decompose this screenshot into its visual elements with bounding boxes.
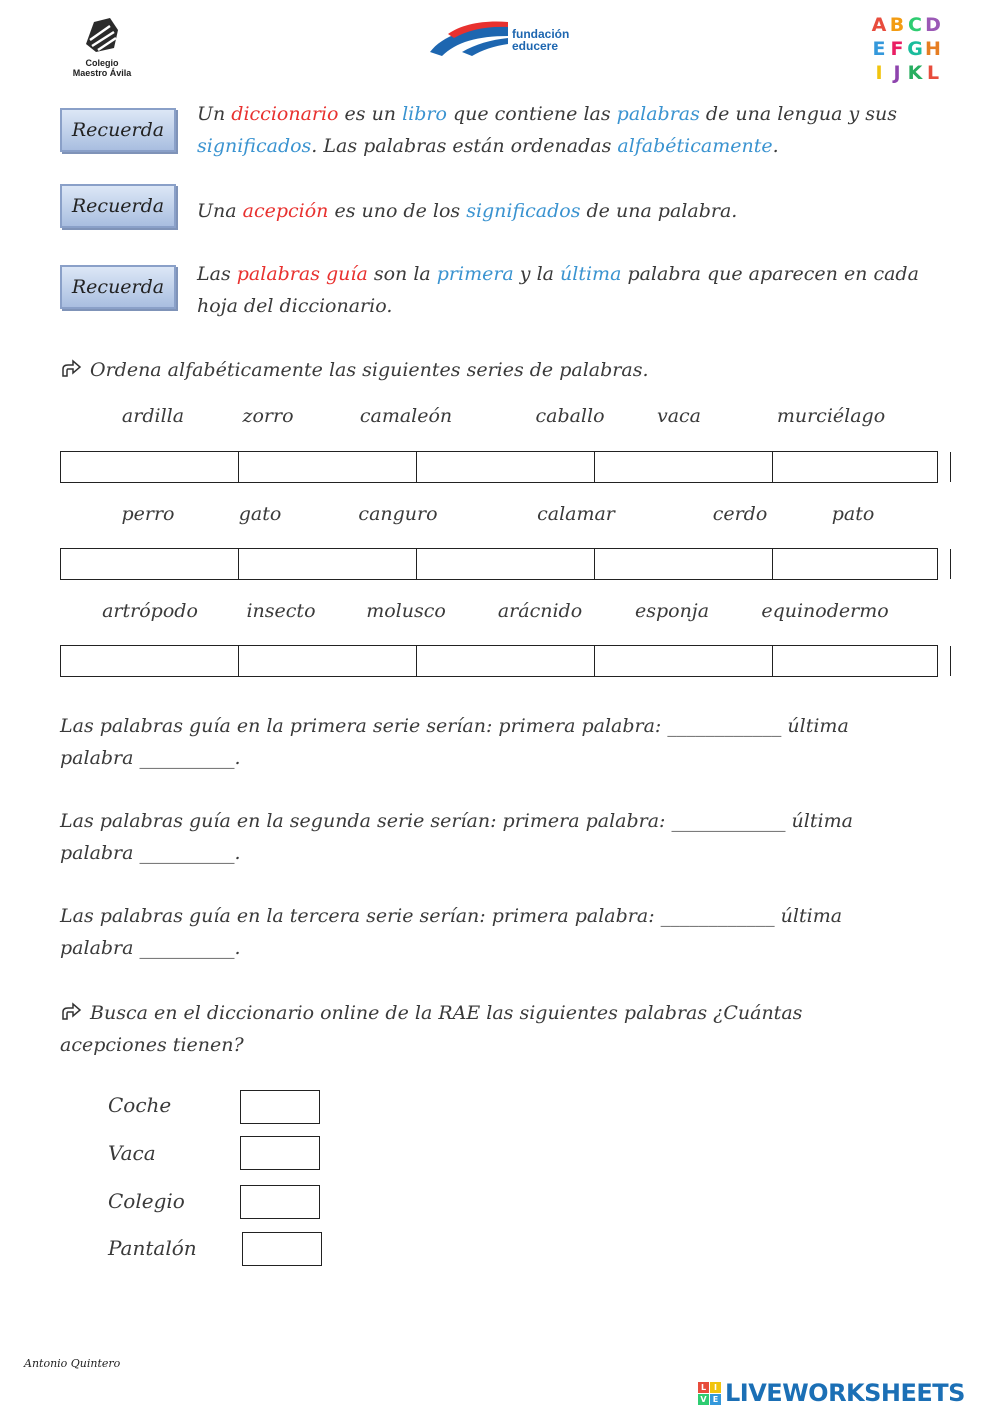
alphabet-logo [870,14,942,90]
liveworksheets-grid-letter: E [710,1394,721,1405]
series1-answer-4[interactable] [595,452,773,482]
note-0-part-7: significados [197,135,312,157]
series1-word-1: ardilla [121,405,185,427]
note-0-part-8: . Las palabras están ordenadas [311,135,618,157]
note-0-part-2: es un [338,103,403,125]
series3-word-1: artrópodo [102,600,198,622]
series1-answer-6[interactable] [951,452,1000,482]
series1-word-5: vaca [656,405,702,427]
colegio-name-line2: Maestro Ávila [72,68,132,78]
note-0-part-9: alfabéticamente [617,135,773,157]
series2-answer-1[interactable] [61,549,239,579]
pointing-arrow-icon [60,357,82,379]
series3-answer-3[interactable] [417,646,595,676]
instruction-ordena-text: Ordena alfabéticamente las siguientes series de palabras. [90,359,649,381]
alphabet-letter-i: I [875,62,883,84]
instruction-busca [60,997,940,1061]
guide-sentence-1-line1: Las palabras guía en la primera serie serían: primera palabra: ____________ última [60,715,849,737]
fundacion-name-line2: educere [512,39,559,53]
acepciones-answer-pantalon[interactable] [242,1232,322,1266]
note-1-part-2: es uno de los [328,200,467,222]
note-0-part-1: diccionario [231,103,339,125]
alphabet-letter-j: J [893,62,901,84]
series3-word-2: insecto [246,600,316,622]
alphabet-letter-b: B [889,14,905,36]
acepciones-word-coche: Coche [108,1093,172,1117]
acepciones-word-vaca: Vaca [108,1141,156,1165]
recuerda-badge-1: Recuerda [60,108,176,152]
note-2-part-5: última [560,263,622,285]
alphabet-letter-a: A [871,14,887,36]
guide-sentence-1 [60,710,940,774]
series3-answer-6[interactable] [951,646,1000,676]
series3-answer-1[interactable] [61,646,239,676]
liveworksheets-grid-letter: V [698,1394,709,1405]
series3-answer-5[interactable] [773,646,951,676]
note-palabras-guia [197,258,937,322]
acepciones-answer-vaca[interactable] [240,1136,320,1170]
instruction-ordena [60,357,648,381]
series2-word-1: perro [121,503,175,525]
series3-answer-row [60,645,938,677]
colegio-emblem-icon [80,14,124,54]
note-acepcion [197,195,937,227]
note-1-part-4: de una palabra. [580,200,738,222]
series2-word-2: gato [238,503,282,525]
note-0-part-0: Un [197,103,232,125]
acepciones-answer-colegio[interactable] [240,1185,320,1219]
alphabet-letter-c: C [908,14,922,36]
series3-answer-4[interactable] [595,646,773,676]
liveworksheets-grid-icon [698,1382,721,1405]
liveworksheets-grid-letter: L [698,1382,709,1393]
guide-sentence-1-line2: palabra __________. [60,747,241,769]
pointing-arrow-icon [60,1000,82,1022]
note-2-part-0: Las [197,263,237,285]
note-2-part-6: palabra que aparecen en cada hoja del diccionario. [197,263,919,317]
series2-word-3: canguro [358,503,438,525]
acepciones-word-pantalon: Pantalón [108,1236,197,1260]
note-1-part-0: Una [197,200,243,222]
series2-answer-2[interactable] [239,549,417,579]
guide-sentence-2-line2: palabra __________. [60,842,241,864]
series1-answer-2[interactable] [239,452,417,482]
alphabet-letter-g: G [907,38,923,60]
series2-answer-3[interactable] [417,549,595,579]
series1-word-6: murciélago [776,405,886,427]
note-0-part-6: de una lengua y sus [699,103,898,125]
note-1-part-3: significados [466,200,581,222]
note-1-part-1: acepción [242,200,329,222]
series1-word-4: caballo [535,405,605,427]
liveworksheets-grid-letter: I [710,1382,721,1393]
alphabet-letter-e: E [872,38,886,60]
series3-answer-2[interactable] [239,646,417,676]
series1-word-3: camaleón [359,405,453,427]
note-2-part-4: y la [513,263,561,285]
guide-sentence-3-line1: Las palabras guía en la tercera serie serían: primera palabra: ____________ última [60,905,843,927]
series2-word-6: pato [831,503,875,525]
note-2-part-1: palabras guía [236,263,368,285]
alphabet-letter-h: H [925,38,941,60]
liveworksheets-logo[interactable] [698,1378,965,1408]
series2-answer-6[interactable] [951,549,1000,579]
alphabet-letter-d: D [925,14,941,36]
recuerda-badge-3: Recuerda [60,265,176,309]
series2-word-4: calamar [537,503,615,525]
fundacion-logo [428,18,588,62]
alphabet-letter-l: L [926,62,940,84]
alphabet-letter-k: K [907,62,923,84]
guide-sentence-3 [60,900,940,964]
series1-answer-1[interactable] [61,452,239,482]
acepciones-answer-coche[interactable] [240,1090,320,1124]
fundacion-name-line1: fundación [512,27,570,41]
note-0-part-10: . [772,135,779,157]
series3-word-4: arácnido [497,600,583,622]
note-0-part-4: que contiene las [446,103,617,125]
series1-answer-3[interactable] [417,452,595,482]
series2-word-5: cerdo [712,503,768,525]
guide-sentence-3-line2: palabra __________. [60,937,241,959]
series1-word-2: zorro [242,405,294,427]
recuerda-badge-2: Recuerda [60,184,176,228]
guide-sentence-2 [60,805,940,869]
instruction-busca-line2: acepciones tienen? [60,1034,244,1056]
series3-word-5: esponja [634,600,710,622]
instruction-busca-line1: Busca en el diccionario online de la RAE las siguientes palabras ¿Cuántas [90,1002,803,1024]
alphabet-letter-f: F [890,38,904,60]
series3-word-6: equinodermo [761,600,889,622]
colegio-name-line1: Colegio [85,58,119,68]
note-0-part-3: libro [402,103,447,125]
liveworksheets-text: LIVEWORKSHEETS [725,1379,965,1407]
note-diccionario [197,98,937,162]
colegio-logo [62,14,142,76]
series2-answer-row [60,548,938,580]
note-2-part-2: son la [367,263,437,285]
series3-word-3: molusco [366,600,446,622]
note-0-part-5: palabras [616,103,700,125]
note-2-part-3: primera [436,263,514,285]
series1-answer-row [60,451,938,483]
series2-answer-4[interactable] [595,549,773,579]
series1-answer-5[interactable] [773,452,951,482]
author-credit: Antonio Quintero [24,1357,121,1370]
guide-sentence-2-line1: Las palabras guía en la segunda serie serían: primera palabra: ____________ última [60,810,853,832]
fundacion-swoosh-icon [428,18,510,62]
series2-answer-5[interactable] [773,549,951,579]
acepciones-word-colegio: Colegio [108,1189,185,1213]
